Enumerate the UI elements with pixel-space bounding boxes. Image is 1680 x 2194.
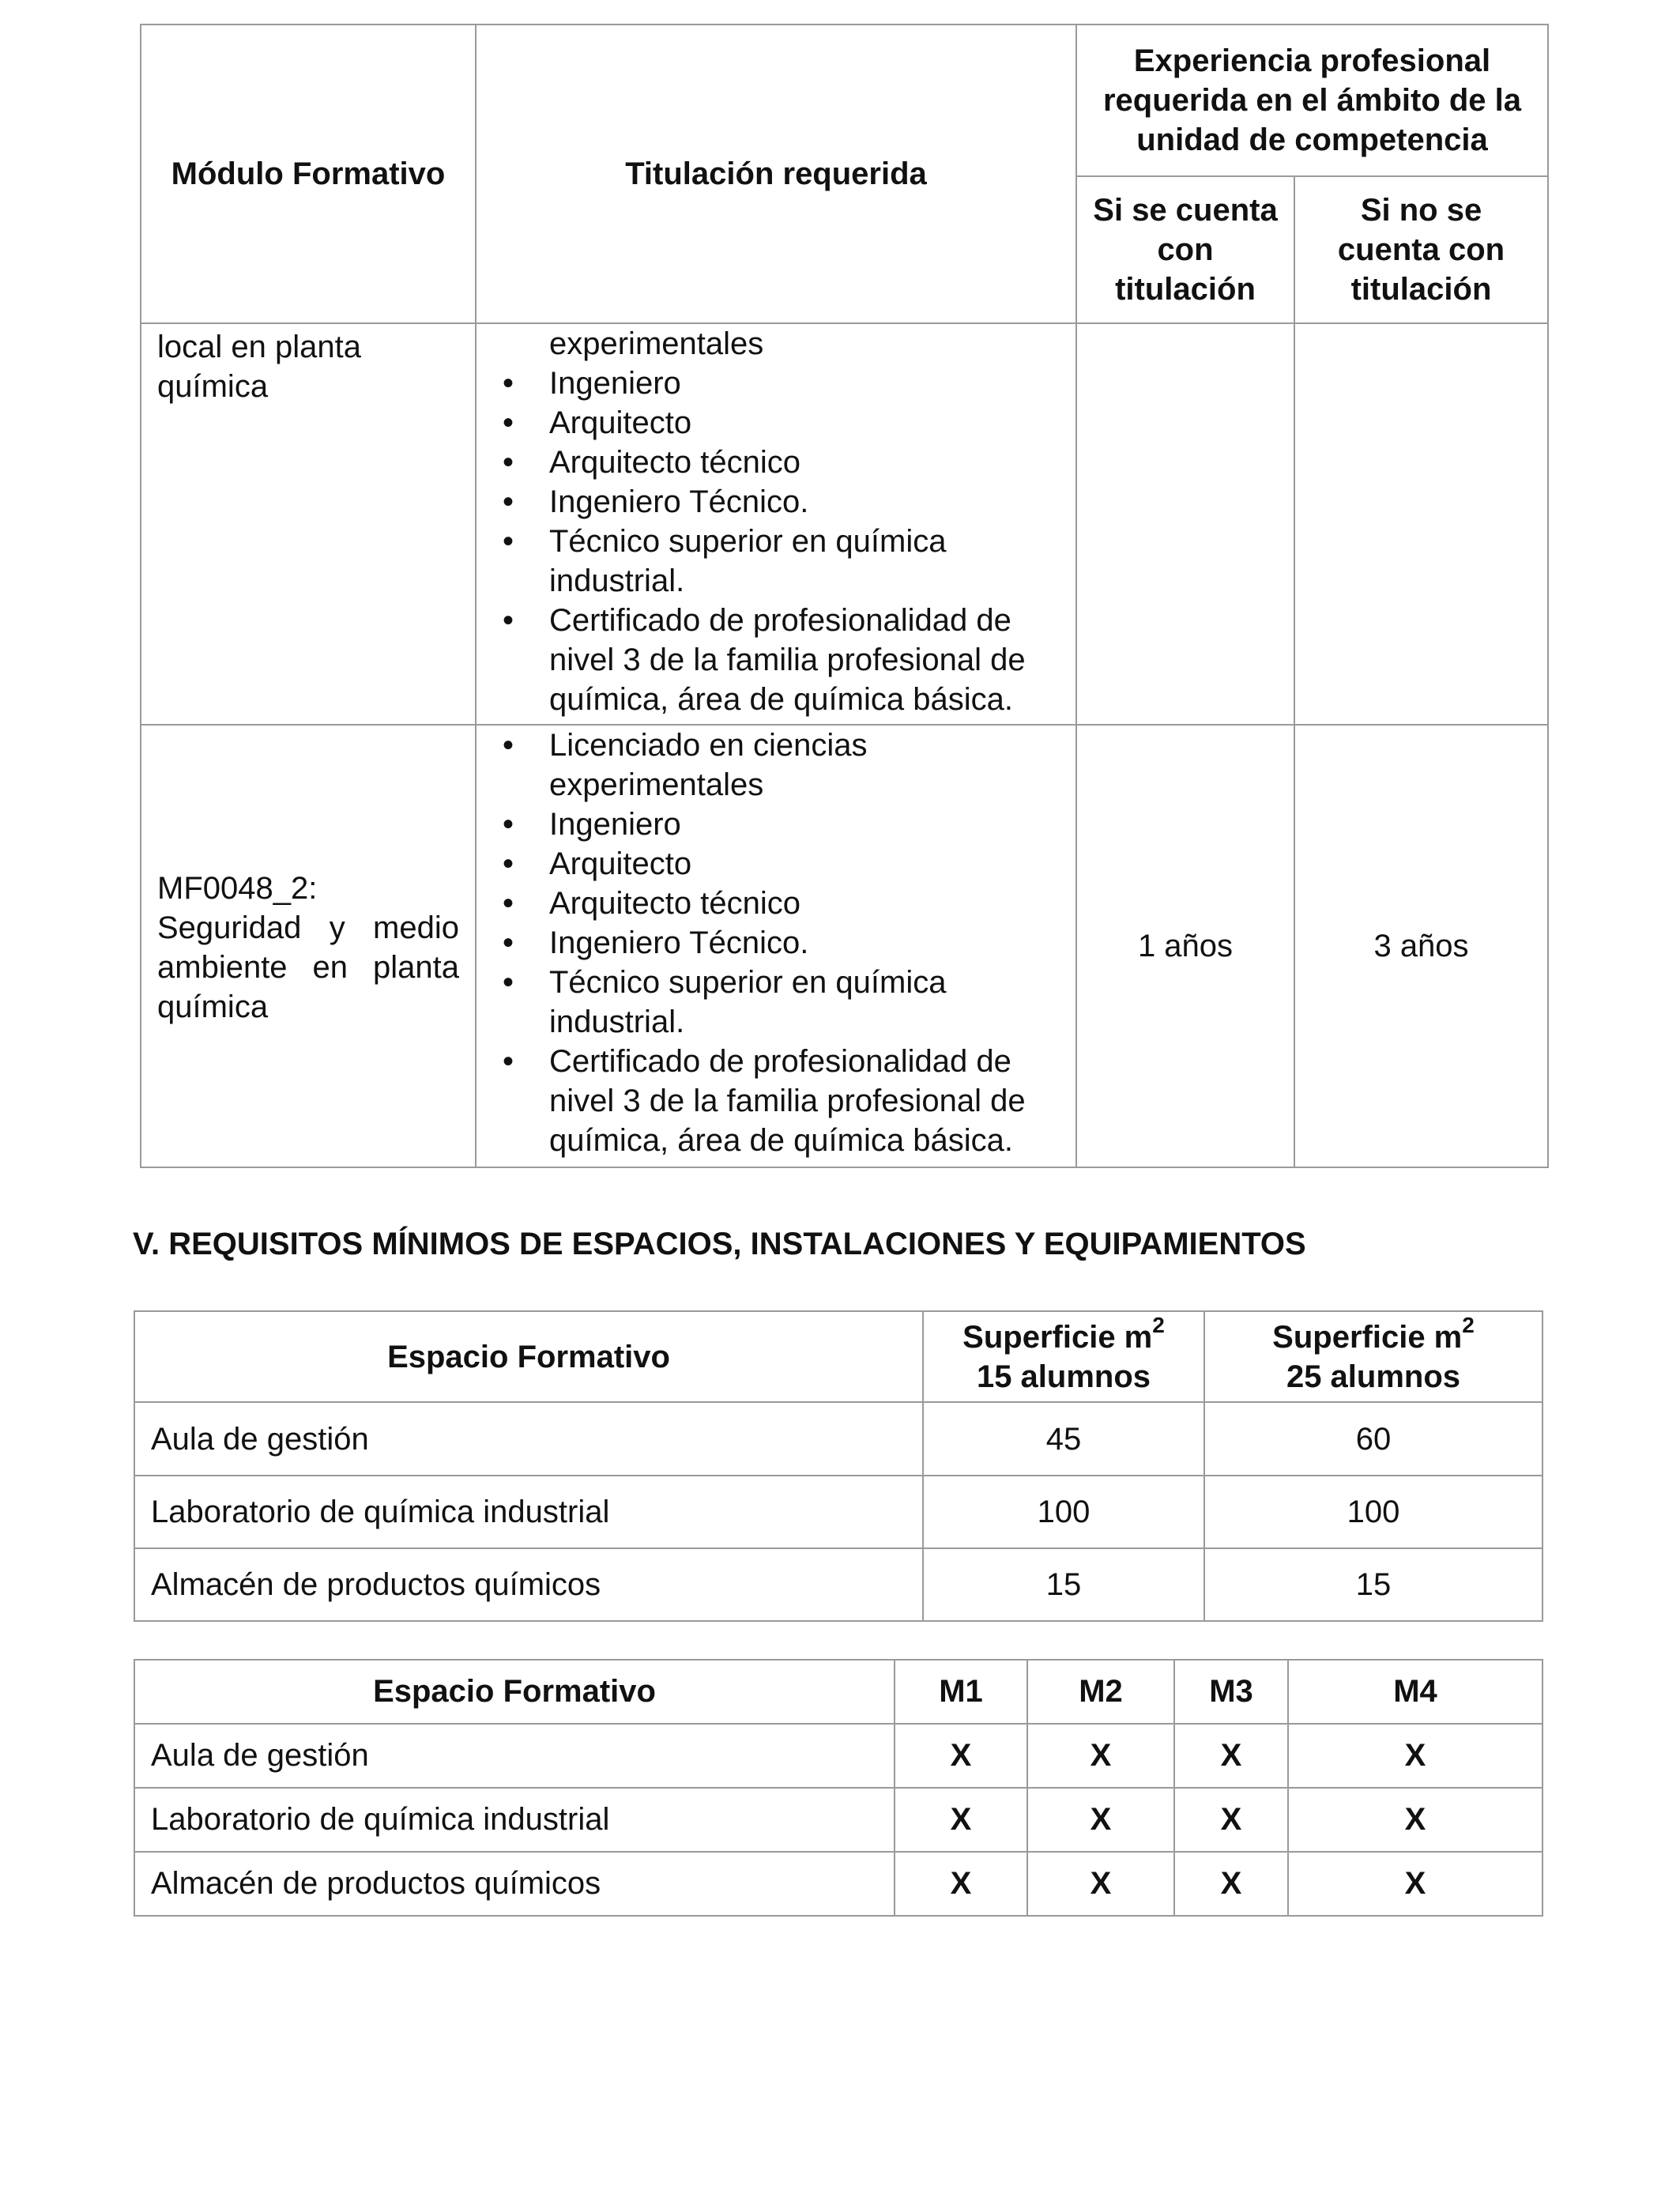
row1-title-continuation: experimentales bbox=[549, 326, 764, 361]
title-list-item bbox=[486, 726, 1060, 805]
qualification-table bbox=[140, 24, 1549, 1168]
surface-header-25-sup: 2 bbox=[1462, 1313, 1475, 1338]
title-list-item-text: Técnico superior en química industrial. bbox=[549, 965, 947, 1039]
header-title: Titulación requerida bbox=[476, 25, 1076, 323]
row2-with-title: 1 años bbox=[1076, 725, 1294, 1167]
module-row-mark: X bbox=[1288, 1788, 1543, 1852]
title-list-item-text: Arquitecto bbox=[549, 405, 692, 440]
section-title: V. REQUISITOS MÍNIMOS DE ESPACIOS, INSTALACIONES Y EQUIPAMIENTOS bbox=[133, 1227, 1306, 1261]
module-row-mark: X bbox=[1027, 1852, 1174, 1916]
surface-header-space: Espacio Formativo bbox=[134, 1311, 923, 1402]
surface-header-15 bbox=[923, 1311, 1204, 1402]
surface-header-15-sup: 2 bbox=[1152, 1313, 1165, 1338]
title-list-item-text: Ingeniero bbox=[549, 366, 681, 401]
title-list-item bbox=[486, 1042, 1060, 1160]
module-row-mark: X bbox=[1174, 1788, 1288, 1852]
module-header-m3: M3 bbox=[1174, 1660, 1288, 1724]
surface-row-25: 100 bbox=[1204, 1476, 1543, 1548]
row1-with-title bbox=[1076, 323, 1294, 725]
title-list-item bbox=[486, 443, 1060, 482]
title-list-item bbox=[486, 482, 1060, 522]
bullet-icon: • bbox=[502, 965, 514, 1000]
title-list-item-text: Certificado de profesionalidad de nivel 3 de la familia profesional de química, área de química básica. bbox=[549, 603, 1026, 717]
header-module: Módulo Formativo bbox=[141, 25, 476, 323]
title-list-item bbox=[486, 963, 1060, 1042]
row2-title-cell bbox=[476, 725, 1076, 1167]
title-list-item bbox=[486, 522, 1060, 601]
surface-row-name: Laboratorio de química industrial bbox=[134, 1476, 923, 1548]
bullet-icon: • bbox=[502, 603, 514, 638]
surface-header-25 bbox=[1204, 1311, 1543, 1402]
surface-row-name: Almacén de productos químicos bbox=[134, 1548, 923, 1621]
surface-row-25: 60 bbox=[1204, 1402, 1543, 1476]
module-row-mark: X bbox=[1288, 1724, 1543, 1788]
title-list-item-text: Arquitecto técnico bbox=[549, 886, 800, 921]
module-header-space: Espacio Formativo bbox=[134, 1660, 895, 1724]
title-list-item bbox=[486, 805, 1060, 844]
bullet-icon: • bbox=[502, 445, 514, 480]
title-list-item bbox=[486, 923, 1060, 963]
module-row-mark: X bbox=[895, 1788, 1027, 1852]
bullet-icon: • bbox=[502, 1044, 514, 1079]
surface-table bbox=[134, 1310, 1543, 1622]
surface-row-15: 100 bbox=[923, 1476, 1204, 1548]
module-row-mark: X bbox=[1027, 1724, 1174, 1788]
title-list-item-text: Técnico superior en química industrial. bbox=[549, 524, 947, 598]
row2-module: MF0048_2: Seguridad y medio ambiente en planta química bbox=[141, 725, 476, 1167]
module-row-name: Aula de gestión bbox=[134, 1724, 895, 1788]
title-list-item bbox=[486, 844, 1060, 884]
header-with-title: Si se cuenta con titulación bbox=[1076, 176, 1294, 323]
row1-title-list bbox=[486, 364, 1060, 719]
title-list-item-text: Certificado de profesionalidad de nivel 3 de la familia profesional de química, área de química básica. bbox=[549, 1044, 1026, 1158]
module-header-m1: M1 bbox=[895, 1660, 1027, 1724]
module-row-mark: X bbox=[1027, 1788, 1174, 1852]
bullet-icon: • bbox=[502, 728, 514, 763]
title-list-item-text: Arquitecto bbox=[549, 846, 692, 881]
bullet-icon: • bbox=[502, 807, 514, 842]
module-space-table bbox=[134, 1659, 1543, 1917]
surface-header-15-label: Superficie m bbox=[962, 1319, 1153, 1355]
surface-row-name: Aula de gestión bbox=[134, 1402, 923, 1476]
title-list-item bbox=[486, 364, 1060, 403]
title-list-item-text: Ingeniero bbox=[549, 807, 681, 842]
surface-header-25-label: Superficie m bbox=[1272, 1319, 1463, 1355]
module-row-name: Almacén de productos químicos bbox=[134, 1852, 895, 1916]
surface-row-15: 45 bbox=[923, 1402, 1204, 1476]
title-list-item-text: Ingeniero Técnico. bbox=[549, 925, 809, 960]
title-list-item bbox=[486, 601, 1060, 719]
row2-without-title: 3 años bbox=[1294, 725, 1548, 1167]
module-row-mark: X bbox=[1174, 1724, 1288, 1788]
module-header-m2: M2 bbox=[1027, 1660, 1174, 1724]
bullet-icon: • bbox=[502, 405, 514, 440]
module-header-m4: M4 bbox=[1288, 1660, 1543, 1724]
surface-header-25-students: 25 alumnos bbox=[1286, 1359, 1461, 1394]
row2-title-list bbox=[486, 726, 1060, 1160]
title-list-item bbox=[486, 403, 1060, 443]
bullet-icon: • bbox=[502, 846, 514, 881]
title-list-item-text: Ingeniero Técnico. bbox=[549, 484, 809, 519]
title-list-item bbox=[486, 884, 1060, 923]
module-row-name: Laboratorio de química industrial bbox=[134, 1788, 895, 1852]
title-list-item-text: Licenciado en ciencias experimentales bbox=[549, 728, 868, 802]
row1-module: local en planta química bbox=[141, 323, 476, 725]
bullet-icon: • bbox=[502, 886, 514, 921]
surface-row-15: 15 bbox=[923, 1548, 1204, 1621]
bullet-icon: • bbox=[502, 925, 514, 960]
bullet-icon: • bbox=[502, 366, 514, 401]
surface-row-25: 15 bbox=[1204, 1548, 1543, 1621]
title-list-item-text: Arquitecto técnico bbox=[549, 445, 800, 480]
module-row-mark: X bbox=[1288, 1852, 1543, 1916]
row1-without-title bbox=[1294, 323, 1548, 725]
module-row-mark: X bbox=[1174, 1852, 1288, 1916]
header-without-title: Si no se cuenta con titulación bbox=[1294, 176, 1548, 323]
surface-header-15-students: 15 alumnos bbox=[976, 1359, 1151, 1394]
bullet-icon: • bbox=[502, 484, 514, 519]
row1-title-cell bbox=[476, 323, 1076, 725]
module-row-mark: X bbox=[895, 1724, 1027, 1788]
module-row-mark: X bbox=[895, 1852, 1027, 1916]
bullet-icon: • bbox=[502, 524, 514, 559]
header-experience: Experiencia profesional requerida en el ámbito de la unidad de competencia bbox=[1076, 25, 1548, 176]
